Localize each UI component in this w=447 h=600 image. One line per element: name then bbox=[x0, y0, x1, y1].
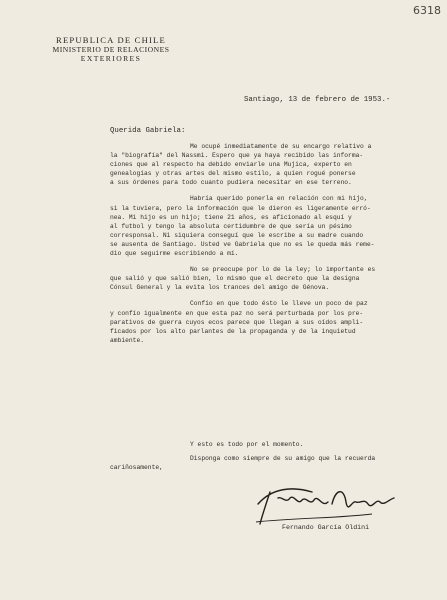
closing-line: Disponga como siempre de su amigo que la recuerda bbox=[190, 455, 376, 463]
text-line: ambiente. bbox=[110, 336, 145, 344]
text-line: dio que seguirme escribiendo a mí. bbox=[110, 250, 239, 258]
text-line: Confío en que todo ésto le lleve un poco de paz bbox=[190, 300, 368, 308]
letter-closing bbox=[110, 440, 375, 473]
letterhead-department: EXTERIORES bbox=[80, 53, 142, 63]
paragraph bbox=[110, 299, 420, 344]
letter-date: Santiago, 13 de febrero de 1953.- bbox=[244, 96, 391, 104]
text-line: nea. Mi hijo es un hijo; tiene 21 años, es aficionado al esquí y bbox=[110, 213, 352, 221]
letter-body bbox=[110, 142, 420, 352]
closing-line: cariñosamente, bbox=[110, 464, 163, 472]
text-line: ciones que al respecto ha debido enviarle una Mujica, experto en bbox=[110, 161, 352, 169]
paragraph bbox=[110, 265, 420, 292]
text-line: ficados por los alto parlantes de la propaganda y de la inquietud bbox=[110, 327, 356, 335]
letterhead-ministry: MINISTERIO DE RELACIONES bbox=[52, 44, 170, 54]
text-line: Habría querido ponerla en relación con mi hijo, bbox=[190, 195, 368, 203]
letterhead-country: REPUBLICA DE CHILE bbox=[56, 35, 166, 45]
paragraph bbox=[110, 142, 420, 187]
text-line: al futbol y tengo la absoluta certidumbre de que sería un pésimo bbox=[110, 222, 352, 230]
archive-number: 6318 bbox=[413, 4, 441, 17]
closing-line: Y esto es todo por el momento. bbox=[190, 441, 304, 448]
text-line: la "biografía" del Nassmi. Espero que ya haya recibido las informa- bbox=[110, 152, 364, 160]
text-line: se ausenta de Santiago. Usted ve Gabriela que no es le queda más reme- bbox=[110, 240, 375, 248]
text-line: y confío igualmente en que esta paz no será perturbada por los pre- bbox=[110, 309, 364, 317]
handwritten-signature bbox=[252, 484, 402, 526]
paragraph bbox=[110, 194, 420, 258]
text-line: No se preocupe por lo de la ley; lo importante es bbox=[190, 266, 376, 274]
text-line: Cónsul General y la evita los trances del amigo de Génova. bbox=[110, 284, 330, 292]
signer-name: Fernando García Oldini bbox=[282, 524, 370, 531]
letterhead bbox=[36, 36, 186, 63]
salutation: Querida Gabriela: bbox=[110, 127, 186, 135]
text-line: Me ocupé inmediatamente de su encargo relativo a bbox=[190, 143, 372, 150]
text-line: a sus órdenes para todo cuanto pudiera necesitar en ese terreno. bbox=[110, 179, 352, 187]
text-line: parativos de guerra cuyos ecos parece que llegan a sus oídos ampli- bbox=[110, 318, 364, 326]
text-line: si la tuviera, pero la información que le dieron es ligeramente erró- bbox=[110, 204, 371, 212]
text-line: genealogías y otras artes del mismo estilo, a quien rogué ponerse bbox=[110, 170, 356, 178]
text-line: corresponsal. Ni siquiera conseguí que le escribe a su madre cuando bbox=[110, 231, 364, 239]
text-line: que salió y que salió bien, lo mismo que el decreto que la designa bbox=[110, 275, 360, 283]
